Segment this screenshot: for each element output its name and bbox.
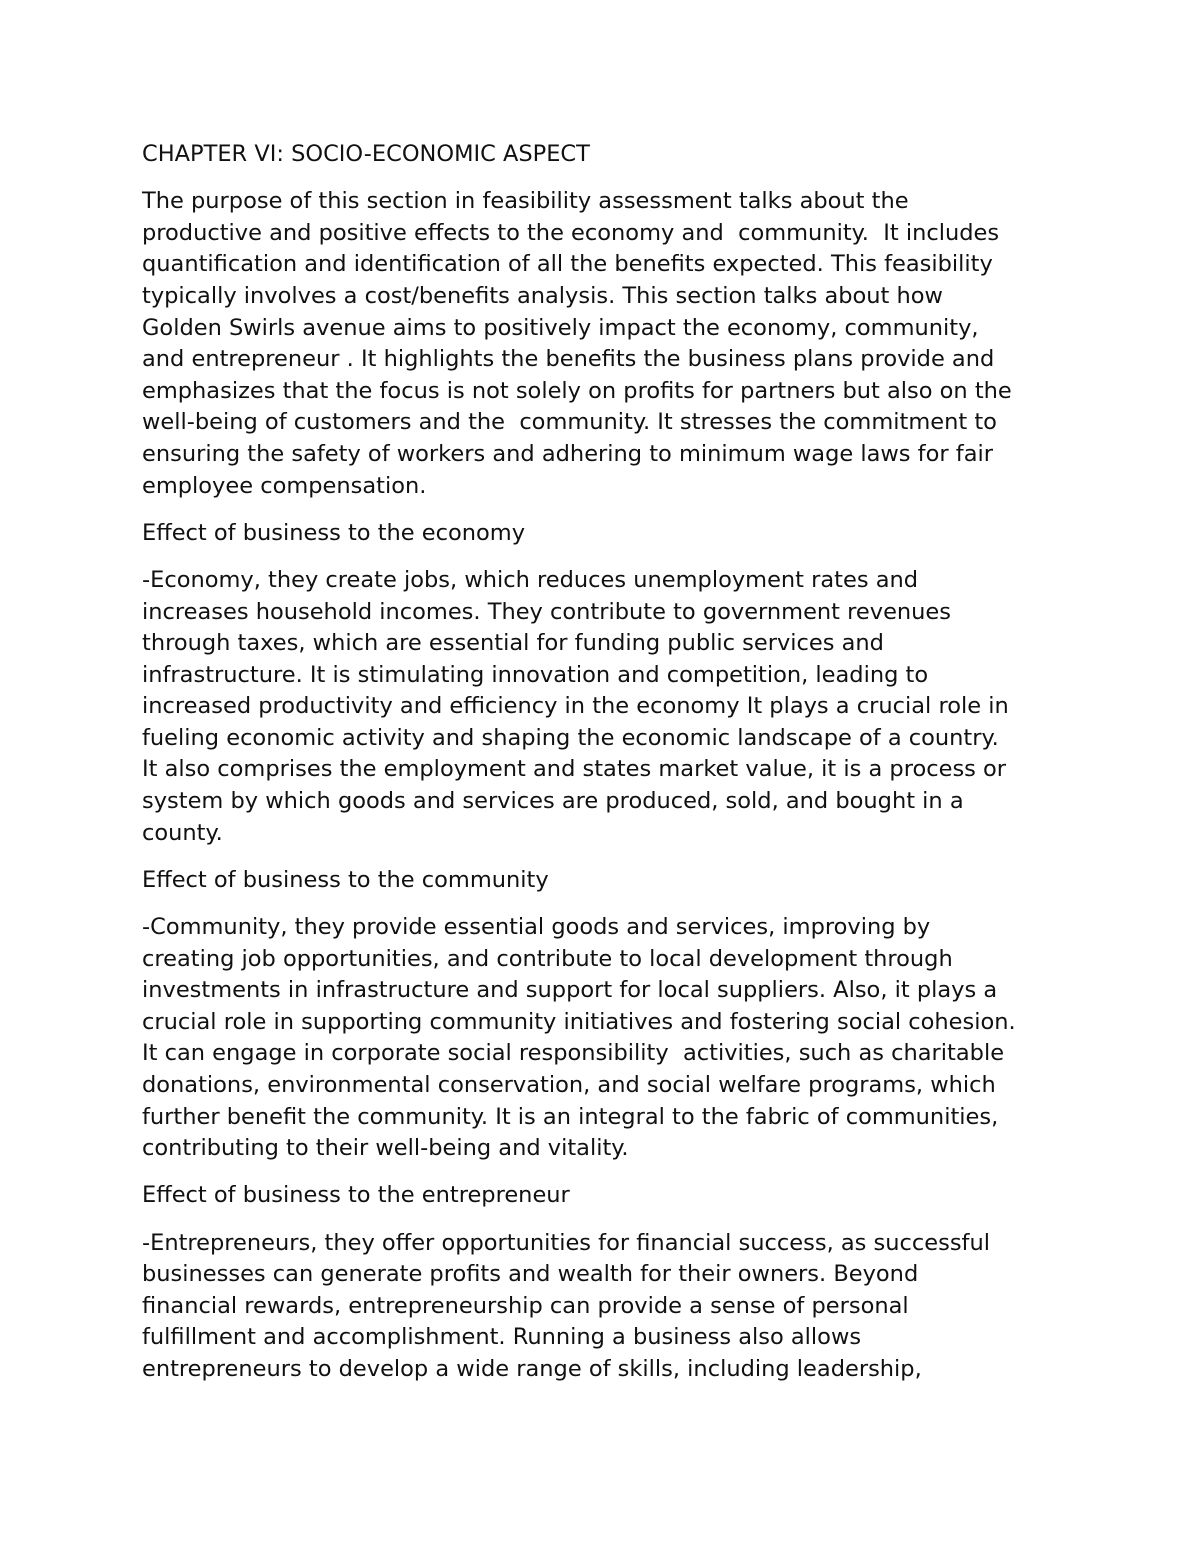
intro-line: emphasizes that the focus is not solely on profits for partners but also on the	[142, 377, 1012, 404]
economy-line: fueling economic activity and shaping the economic landscape of a country.	[142, 724, 999, 751]
economy-line: It also comprises the employment and states market value, it is a process or	[142, 756, 1007, 783]
community-line: creating job opportunities, and contribute to local development through	[142, 945, 953, 972]
intro-line: employee compensation.	[142, 472, 427, 499]
chapter-title: CHAPTER VI: SOCIO-ECONOMIC ASPECT	[142, 141, 590, 167]
intro-line: ensuring the safety of workers and adhering to minimum wage laws for fair	[142, 440, 993, 467]
entrepreneur-line: businesses can generate profits and wealth for their owners. Beyond	[142, 1261, 919, 1288]
entrepreneur-heading: Effect of business to the entrepreneur	[142, 1182, 570, 1209]
economy-line: increases household incomes. They contribute to government revenues	[142, 598, 952, 625]
community-line: crucial role in supporting community initiatives and fostering social cohesion.	[142, 1008, 1016, 1035]
community-line: investments in infrastructure and support for local suppliers. Also, it plays a	[142, 977, 998, 1004]
community-line: contributing to their well-being and vitality.	[142, 1135, 629, 1162]
community-line: -Community, they provide essential goods and services, improving by	[142, 914, 931, 941]
economy-paragraph	[142, 565, 1072, 849]
economy-line: increased productivity and efficiency in the economy It plays a crucial role in	[142, 693, 1009, 720]
economy-line: -Economy, they create jobs, which reduces unemployment rates and	[142, 566, 919, 593]
community-line: donations, environmental conservation, and social welfare programs, which	[142, 1072, 996, 1098]
economy-line: through taxes, which are essential for funding public services and	[142, 630, 884, 657]
entrepreneur-line: -Entrepreneurs, they offer opportunities for financial success, as successful	[142, 1229, 990, 1256]
intro-paragraph	[142, 186, 1072, 502]
economy-heading: Effect of business to the economy	[142, 519, 526, 546]
document-page	[142, 139, 1072, 1386]
intro-line: Golden Swirls avenue aims to positively impact the economy, community,	[142, 314, 979, 341]
intro-line: typically involves a cost/benefits analysis. This section talks about how	[142, 282, 943, 309]
intro-line: well-being of customers and the community. It stresses the commitment to	[142, 409, 997, 436]
intro-line: The purpose of this section in feasibility assessment talks about the	[142, 188, 909, 215]
entrepreneur-line: financial rewards, entrepreneurship can provide a sense of personal	[142, 1292, 909, 1319]
economy-line: infrastructure. It is stimulating innovation and competition, leading to	[142, 661, 929, 688]
intro-line: productive and positive effects to the economy and community. It includes	[142, 219, 1000, 246]
community-line: further benefit the community. It is an integral to the fabric of communities,	[142, 1103, 999, 1130]
community-paragraph	[142, 912, 1072, 1165]
community-heading: Effect of business to the community	[142, 866, 549, 893]
economy-line: system by which goods and services are produced, sold, and bought in a	[142, 788, 964, 815]
economy-line: county.	[142, 819, 223, 846]
intro-line: and entrepreneur . It highlights the benefits the business plans provide and	[142, 346, 995, 373]
entrepreneur-line: fulfillment and accomplishment. Running a business also allows	[142, 1324, 862, 1351]
community-line: It can engage in corporate social responsibility activities, such as charitable	[142, 1040, 1005, 1067]
entrepreneur-paragraph	[142, 1228, 1072, 1386]
intro-line: quantification and identification of all the benefits expected. This feasibility	[142, 251, 993, 278]
entrepreneur-line: entrepreneurs to develop a wide range of skills, including leadership,	[142, 1355, 922, 1382]
